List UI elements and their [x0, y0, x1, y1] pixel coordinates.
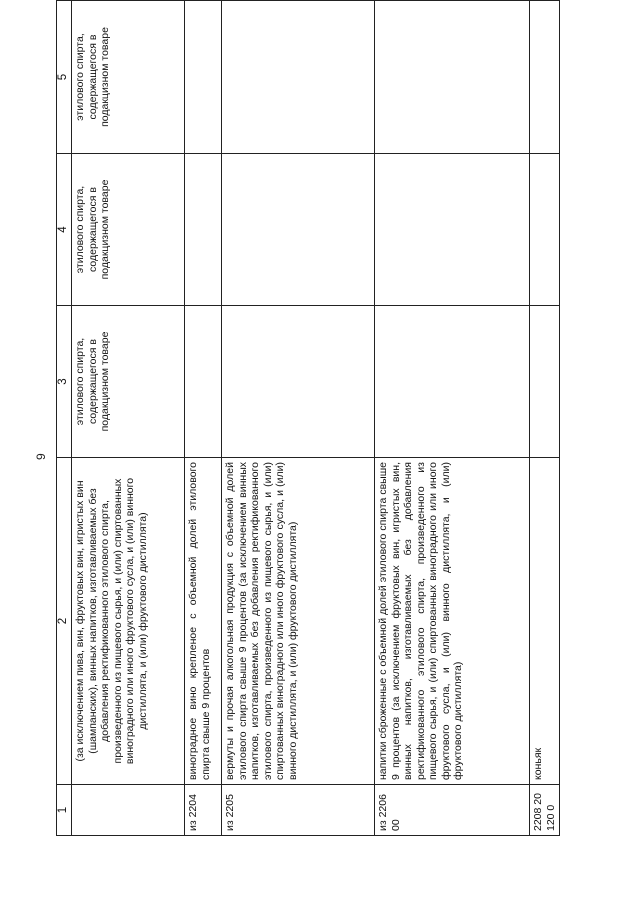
empty-cell	[375, 1, 530, 154]
tariff-table-rotated	[56, 27, 576, 836]
table-row	[375, 1, 530, 836]
empty-cell	[185, 1, 222, 154]
product-code-cell: из 2206 00	[375, 785, 530, 836]
column-number-5: 5	[57, 1, 72, 154]
product-description-cell: напитки сброженные с объемной долей этилового спирта свыше 9 процентов (за исключением фруктовых вин, игристых вин, винных напитков, изготавливаемых без добавления ректификованного этилового спирта, произведенного из пищевого сырья, и (или) спиртованных виноградного или иного фруктового сусла, и (или) винного дистиллята, и (или) фруктового дистиллята)	[375, 458, 530, 785]
table-row	[185, 1, 222, 836]
empty-cell	[222, 306, 375, 458]
empty-cell	[185, 154, 222, 306]
table-row	[222, 1, 375, 836]
product-description-cell: вермуты и прочая алкогольная продукция с объемной долей этилового спирта свыше 9 процентов (за исключением винных напитков, изготавливаемых без добавления ректификованного этилового спирта, произведенного из пищевого сырья, и (или) спиртованных виноградного или иного фруктового сусла, и (или) винного дистиллята, и (или) фруктового дистиллята)	[222, 458, 375, 785]
product-code-cell: из 2204	[185, 785, 222, 836]
empty-cell	[375, 154, 530, 306]
empty-cell	[530, 154, 560, 306]
product-description-cell: коньяк	[530, 458, 560, 785]
excise-rate-table	[56, 0, 560, 836]
empty-cell	[222, 1, 375, 154]
empty-cell	[375, 306, 530, 458]
continuation-code-cell	[72, 785, 185, 836]
continuation-rate-cell-4: этилового спирта, содержащегося в подакцизном товаре	[72, 154, 185, 306]
column-number-1: 1	[57, 785, 72, 836]
column-number-2: 2	[57, 458, 72, 785]
column-number-3: 3	[57, 306, 72, 458]
column-number-4: 4	[57, 154, 72, 306]
empty-cell	[185, 306, 222, 458]
empty-cell	[530, 1, 560, 154]
continuation-rate-cell-3: этилового спирта, содержащегося в подакцизном товаре	[72, 306, 185, 458]
product-description-cell: виноградное вино крепленое с объемной долей этилового спирта свыше 9 процентов	[185, 458, 222, 785]
continuation-description-cell: (за исключением пива, вин, фруктовых вин, игристых вин (шампанских), винных напитков, изготавливаемых без добавления ректификованного этилового спирта, произведенного из пищевого сырья, и (или) спиртованных виноградного или иного фруктового сусла, и (или) винного дистиллята, и (или) фруктового дистиллята)	[72, 458, 185, 785]
table-row-continuation	[72, 1, 185, 836]
product-code-cell: 2208 20 120 0	[530, 785, 560, 836]
empty-cell	[530, 306, 560, 458]
product-code-cell: из 2205	[222, 785, 375, 836]
table-header-row	[57, 1, 72, 836]
empty-cell	[222, 154, 375, 306]
table-row	[530, 1, 560, 836]
page-number: 9	[34, 453, 48, 460]
continuation-rate-cell-5: этилового спирта, содержащегося в подакцизном товаре	[72, 1, 185, 154]
